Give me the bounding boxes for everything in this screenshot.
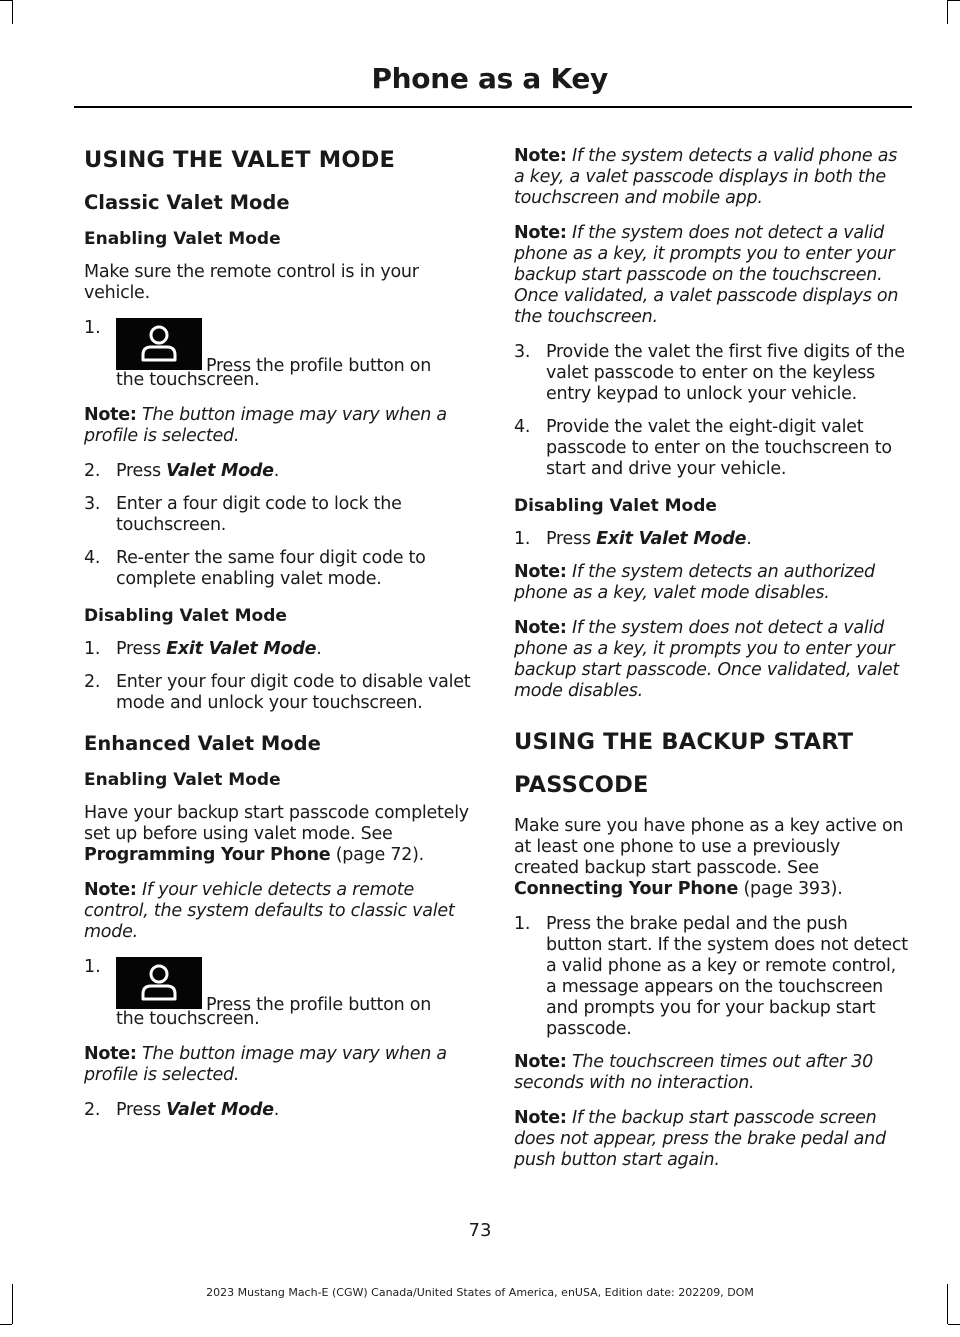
- subheading-enhanced-valet: Enhanced Valet Mode: [84, 732, 321, 755]
- list-item: [84, 1100, 478, 1121]
- note: [514, 223, 908, 328]
- note-label: Note:: [84, 1044, 137, 1064]
- list-text: [116, 461, 478, 482]
- page-number: 73: [468, 1220, 492, 1241]
- list-number: 1.: [514, 914, 531, 934]
- note-label: Note:: [514, 146, 567, 166]
- crop-mark: [948, 1324, 960, 1325]
- crop-mark: [948, 0, 960, 1]
- list-item-profile-step: [84, 318, 478, 376]
- list-number: 1.: [84, 639, 101, 659]
- list-text: Provide the valet the first five digits of the valet passcode to enter on the keyless entry keypad to unlock your vehicle.: [546, 342, 905, 404]
- note-text: The button image may vary when a profile is selected.: [84, 405, 447, 446]
- note-text: The button image may vary when a profile is selected.: [84, 1044, 447, 1085]
- note: [514, 618, 908, 702]
- list-number: 4.: [514, 417, 531, 437]
- list-number: 2.: [84, 461, 101, 481]
- note: [84, 880, 478, 943]
- list-text-pre: Press: [116, 639, 167, 659]
- profile-step-text: Press the profile button on: [206, 995, 432, 1015]
- note-text: If your vehicle detects a remote control, the system defaults to classic valet mode.: [84, 880, 455, 942]
- list-text-post: .: [746, 529, 752, 549]
- list-item-profile-step: [84, 957, 478, 1015]
- list-text-post: .: [273, 1100, 280, 1120]
- note: [84, 1044, 478, 1086]
- paragraph-backup-intro: [514, 816, 908, 900]
- crop-mark: [12, 0, 13, 24]
- note-label: Note:: [514, 562, 567, 582]
- list-text: Re-enter the same four digit code to complete enabling valet mode.: [116, 548, 426, 589]
- note: [514, 1108, 908, 1171]
- list-item: [514, 914, 908, 1040]
- paragraph-enhanced-intro: [84, 803, 478, 866]
- list-text: Enter a four digit code to lock the touchscreen.: [116, 494, 402, 535]
- right-column: [514, 146, 908, 1185]
- heading-line: USING THE BACKUP START: [514, 729, 854, 755]
- list-text-post: .: [316, 639, 322, 659]
- note-text: If the system does not detect a valid phone as a key, it prompts you to enter your backup start passcode on the touchscreen. Once validated, a valet passcode displays on the touchscreen.: [514, 223, 899, 327]
- list-item: [514, 342, 908, 405]
- ui-label-exit-valet-mode: Exit Valet Mode: [596, 529, 747, 549]
- note: [84, 405, 478, 447]
- note-label: Note:: [514, 1052, 567, 1072]
- note-text: If the backup start passcode screen does not appear, press the brake pedal and push button start again.: [514, 1108, 886, 1170]
- profile-icon: [116, 318, 202, 370]
- section-heading-valet: USING THE VALET MODE: [84, 147, 396, 173]
- ui-label-valet-mode: Valet Mode: [166, 1100, 274, 1120]
- subheading-classic-valet: Classic Valet Mode: [84, 191, 290, 214]
- note: [514, 562, 908, 604]
- note-label: Note:: [84, 405, 137, 425]
- list-number: 2.: [84, 1100, 101, 1120]
- note-text: If the system detects an authorized phone as a key, valet mode disables.: [514, 562, 875, 603]
- heading-disabling-valet: Disabling Valet Mode: [514, 496, 717, 516]
- profile-step-text-cont: the touchscreen.: [116, 1009, 260, 1029]
- header-rule: [74, 106, 912, 108]
- list-text-post: .: [273, 461, 280, 481]
- intro-text: Make sure you have phone as a key active on at least one phone to use a previously created backup start passcode. See: [514, 816, 904, 878]
- heading-disabling-valet: Disabling Valet Mode: [84, 606, 287, 626]
- list-text-pre: Press: [546, 529, 597, 549]
- note: [514, 1052, 908, 1094]
- ui-label-exit-valet-mode: Exit Valet Mode: [166, 639, 317, 659]
- note-text: If the system detects a valid phone as a key, a valet passcode displays in both the touchscreen and mobile app.: [514, 146, 898, 208]
- xref-programming-your-phone[interactable]: Programming Your Phone: [84, 845, 331, 865]
- list-number: 1.: [84, 957, 101, 977]
- section-heading-backup-start: [514, 728, 908, 800]
- note-text: If the system does not detect a valid phone as a key, it prompts you to enter your backup start passcode. Once validated, valet mode disables.: [514, 618, 899, 701]
- list-number: 2.: [84, 672, 101, 692]
- list-item: [514, 417, 908, 480]
- xref-connecting-your-phone[interactable]: Connecting Your Phone: [514, 879, 739, 899]
- list-item: [84, 548, 478, 590]
- note-text: The touchscreen times out after 30 seconds with no interaction.: [514, 1052, 874, 1093]
- profile-step-text: Press the profile button on: [206, 356, 432, 376]
- left-column: [84, 146, 478, 1133]
- paragraph-enable-intro: Make sure the remote control is in your vehicle.: [84, 262, 419, 303]
- heading-enabling-valet: Enabling Valet Mode: [84, 229, 281, 249]
- page-footer: 2023 Mustang Mach-E (CGW) Canada/United States of America, enUSA, Edition date: 202209, DOM: [206, 1286, 754, 1299]
- list-text: [116, 639, 478, 660]
- list-number: 1.: [514, 529, 531, 549]
- list-number: 3.: [84, 494, 101, 514]
- list-item: [84, 494, 478, 536]
- list-item: [514, 529, 908, 550]
- intro-text-post: (page 72).: [330, 845, 424, 865]
- note: [514, 146, 908, 209]
- list-text: [546, 529, 908, 550]
- crop-mark: [0, 1324, 12, 1325]
- heading-enabling-valet: Enabling Valet Mode: [84, 770, 281, 790]
- ui-label-valet-mode: Valet Mode: [166, 461, 274, 481]
- list-text: [116, 1100, 478, 1121]
- page-title: Phone as a Key: [371, 62, 608, 95]
- crop-mark: [947, 0, 948, 24]
- list-text: Provide the valet the eight-digit valet passcode to enter on the touchscreen to start and drive your vehicle.: [546, 417, 892, 479]
- profile-icon: [116, 957, 202, 1009]
- list-text: Enter your four digit code to disable valet mode and unlock your touchscreen.: [116, 672, 471, 713]
- heading-line: PASSCODE: [514, 772, 649, 798]
- intro-text-post: (page 393).: [738, 879, 843, 899]
- note-label: Note:: [514, 1108, 567, 1128]
- list-number: 4.: [84, 548, 101, 568]
- list-number: 1.: [84, 318, 101, 338]
- list-text-pre: Press: [116, 1100, 167, 1120]
- list-text: Press the brake pedal and the push button start. If the system does not detect a valid phone as a key or remote control, a message appears on the touchscreen and prompts you for your backup start passcode.: [546, 914, 908, 1039]
- profile-step-text-cont: the touchscreen.: [116, 370, 260, 390]
- list-number: 3.: [514, 342, 531, 362]
- note-label: Note:: [514, 618, 567, 638]
- list-text-pre: Press: [116, 461, 167, 481]
- note-label: Note:: [84, 880, 137, 900]
- note-label: Note:: [514, 223, 567, 243]
- intro-text: Have your backup start passcode completely set up before using valet mode. See: [84, 803, 469, 844]
- list-item: [84, 461, 478, 482]
- list-item: [84, 672, 478, 714]
- list-item: [84, 639, 478, 660]
- crop-mark: [0, 0, 12, 1]
